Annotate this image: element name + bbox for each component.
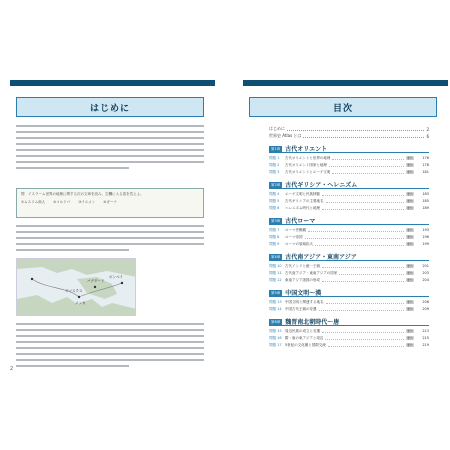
chapter-badge: 第2章 [271,182,281,187]
quote-option: ①ムスリム商人 [21,200,46,204]
toc-chapter-4[interactable] [269,253,429,261]
intro-paragraph-2 [16,225,204,255]
toc-intro-label: 世界史 Atlas とは [269,133,302,138]
map-label: ボンベイ [109,275,123,279]
toc-item[interactable]: 問題 5 古代ギリシアの主要地名 要約 185 [269,198,429,203]
toc-item[interactable]: 問題 17 5世紀の文化圏と国際交流 要約 219 [269,342,429,347]
chapter-badge: 第4章 [271,254,281,259]
toc-intro-page: 2 [426,126,429,132]
quote-box [16,188,204,218]
map-label: ダマスクス [65,289,83,293]
chapter-title: 古代ローマ [285,218,316,225]
toc-item[interactable]: 問題 13 中国文明と関連する地名 要約 206 [269,299,429,304]
quote-option: ④ガーナ [103,200,117,204]
left-page-title: はじめに [89,103,130,114]
toc-item[interactable]: 問題 7 ローマ史概観 要約 193 [269,227,429,232]
map-label: バグダード [87,279,105,283]
toc-chapter-1[interactable] [269,145,429,153]
toc-chapter-2[interactable] [269,181,429,189]
toc-intro-label: はじめに [269,126,285,131]
chapter-title: 魏晋南北朝時代〜唐 [285,319,340,326]
map-figure [16,258,136,316]
right-page [243,80,443,370]
toc-chapter-5[interactable] [269,289,429,297]
toc-item[interactable]: 問題 3 古代オリエントとエーゲ文明 要約 181 [269,169,429,174]
intro-paragraph-1 [16,125,204,173]
toc-item[interactable]: 問題 11 古代南アジア・東南アジアの国家 要約 203 [269,270,429,275]
quote-text: 問 イスラーム世界の地理に関する次の文章を読み、空欄に入る語を答えよ。 [21,192,144,196]
chapter-badge: 第5章 [271,290,281,295]
toc-item[interactable]: 問題 14 中国古代王朝の変遷 要約 209 [269,306,429,311]
toc-intro-row[interactable] [269,133,429,139]
toc-item[interactable]: 問題 4 エーゲ文明と民族移動 要約 183 [269,191,429,196]
map-label: メッカ [75,301,86,305]
toc-item[interactable]: 問題 2 古代オリエント国家と地理 要約 178 [269,162,429,167]
toc-item[interactable]: 問題 12 東南アジア諸国の形成 要約 204 [269,277,429,282]
toc-item[interactable]: 問題 1 古代オリエントと世界の地理 要約 176 [269,155,429,160]
toc-item[interactable]: 問題 10 古代インドと統一王朝 要約 201 [269,263,429,268]
quote-option: ②コルドバ [53,200,71,204]
toc-item[interactable]: 問題 8 ローマ帝国 要約 196 [269,234,429,239]
toc-intro-row[interactable] [269,126,429,132]
toc-intro-page: 6 [426,133,429,139]
chapter-title: 古代ギリシア・ヘレニズム [285,182,358,189]
chapter-badge: 第3章 [271,218,281,223]
chapter-title: 古代オリエント [285,146,328,153]
chapter-title: 古代南アジア・東南アジア [285,254,357,261]
toc-item[interactable]: 問題 16 隋・唐の東アジアと周辺 要約 215 [269,335,429,340]
right-page-topbar [243,80,448,86]
chapter-title: 中国文明〜漢 [285,290,322,297]
left-page-topbar [10,80,215,86]
toc-item[interactable]: 問題 6 ヘレニズム時代と地理 要約 189 [269,205,429,210]
left-page-title-box [16,97,204,117]
intro-paragraph-3 [16,323,204,371]
toc-title: 目次 [332,103,353,114]
left-page [10,80,210,370]
left-page-number: 2 [10,366,14,372]
toc-chapter-3[interactable] [269,217,429,225]
quote-option: ③イエメン [78,200,96,204]
chapter-badge: 第6章 [271,319,281,324]
chapter-badge: 第1章 [271,146,281,151]
toc-item[interactable]: 問題 15 周辺民族の成立と変遷 要約 213 [269,328,429,333]
map-svg [17,259,136,316]
toc-chapter-6[interactable] [269,318,429,326]
toc-item[interactable]: 問題 9 ローマの領域拡大 要約 199 [269,241,429,246]
toc-title-box [249,97,437,117]
